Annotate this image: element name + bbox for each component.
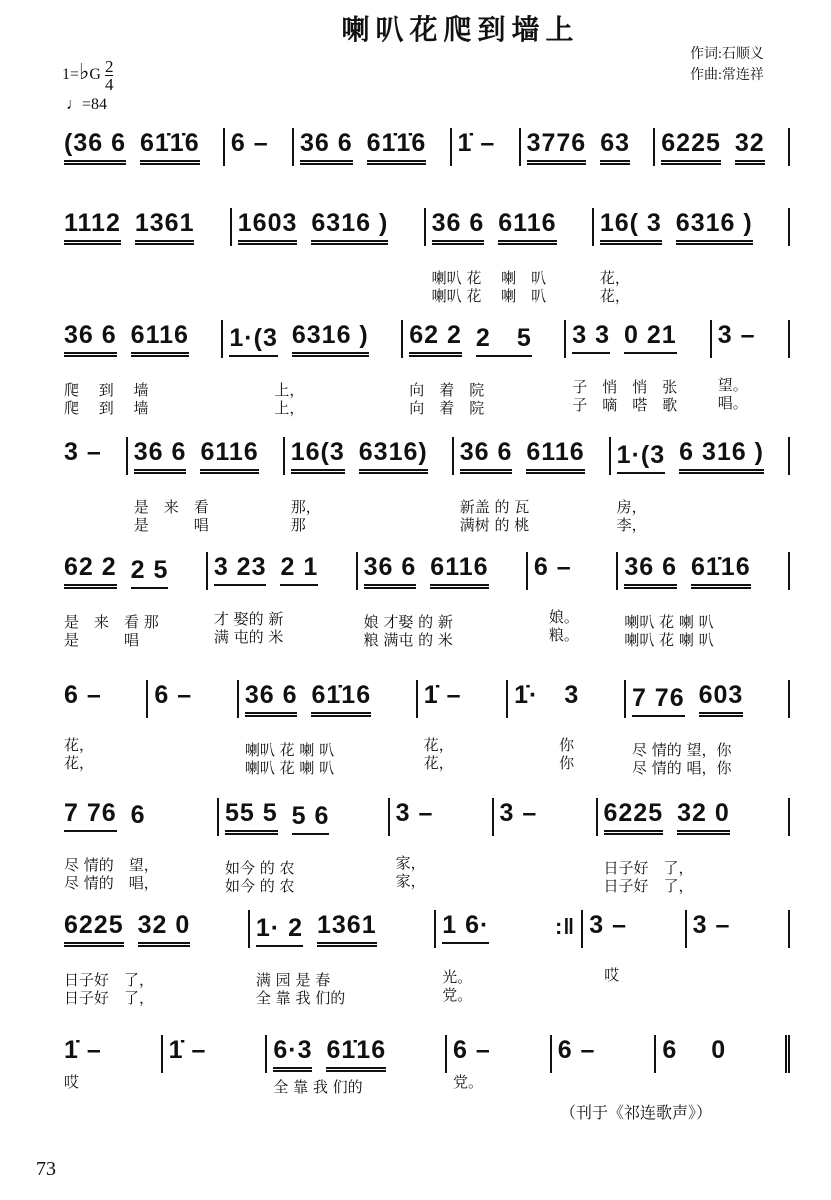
note-group: 6·3	[273, 1035, 312, 1072]
lyric-verse-2: 满 屯的 米	[213, 628, 284, 646]
measure	[564, 320, 710, 414]
note-group: 3 –	[692, 911, 731, 939]
note-group: 61̇1̇6	[367, 128, 427, 165]
measure	[654, 1035, 785, 1073]
lyric-verse-2: 喇叭 花 喇 叭	[431, 287, 547, 305]
time-signature	[105, 58, 114, 93]
measure	[58, 320, 221, 417]
note-group: 36 6	[432, 208, 485, 245]
note-group: 6	[130, 801, 146, 829]
measure	[217, 798, 388, 895]
note-group: 32	[735, 128, 765, 165]
lyric-verse-2: 满树 的 桃	[459, 516, 530, 534]
note-group: 61̇16	[311, 680, 371, 717]
score-system	[58, 680, 790, 777]
lyric-verse-2: 全 靠 我 们的	[255, 989, 346, 1007]
lyric-verse-1: 家，	[395, 854, 426, 872]
score-system	[58, 437, 790, 534]
measure	[450, 128, 519, 166]
tempo-mark	[66, 96, 107, 114]
note-group: 16( 3	[600, 208, 662, 245]
measure	[356, 552, 526, 649]
staff-line	[58, 680, 790, 777]
lyric-verse-1: 满 园 是 春	[255, 971, 331, 989]
measure	[58, 680, 146, 772]
lyric-verse-2: 哎	[589, 966, 620, 984]
key-signature	[62, 58, 113, 93]
composer: 作曲:常连祥	[690, 68, 764, 83]
note-group: 2 1	[280, 552, 318, 586]
note-group: 1361	[317, 910, 377, 947]
note-group: 6 –	[453, 1036, 491, 1064]
lyric-verse-2: 子 嘀 嗒 歌	[572, 396, 678, 414]
time-denominator: 4	[104, 75, 114, 94]
note-group: 6 –	[154, 681, 193, 709]
lyric-verse-1: 如今 的 农	[224, 859, 295, 877]
measure	[550, 1035, 655, 1073]
lyric-verse-1: 爬 到 墙	[64, 381, 149, 399]
lyric-verse-1: 那，	[290, 498, 321, 516]
measure	[506, 680, 624, 772]
note-group: 61̇16	[326, 1035, 386, 1072]
note-group: 6 –	[64, 681, 102, 709]
note-group: 7 76	[64, 798, 117, 832]
lyric-verse-2: 花，	[64, 754, 95, 772]
note-group: 6316 )	[311, 208, 388, 245]
note-group: 6 0	[662, 1036, 727, 1064]
lyric-verse-2: 是 唱	[64, 631, 140, 649]
measure	[401, 320, 564, 417]
score-system	[58, 320, 790, 417]
measure	[526, 552, 616, 644]
note-group: 6 –	[230, 129, 269, 157]
measure	[519, 128, 654, 166]
staff-line	[58, 798, 790, 895]
note-group: 7 76	[632, 683, 685, 717]
note-group: 1·(3	[617, 440, 665, 474]
note-group: 3 23	[214, 552, 267, 586]
note-group: 6316 )	[676, 208, 753, 245]
note-group: 6 –	[557, 1036, 596, 1064]
note-group: 6225	[64, 910, 124, 947]
note-group: 603	[699, 680, 744, 717]
lyric-verse-1: 是 来 看	[133, 498, 209, 516]
measure	[653, 128, 788, 166]
note-group: 1 6·	[442, 910, 489, 944]
note-group: 63	[600, 128, 630, 165]
measure	[206, 552, 356, 646]
source-note: （刊于《祁连歌声》）	[560, 1103, 713, 1122]
lyric-verse-1: 日子好 了，	[64, 971, 155, 989]
note-group: 2 5	[131, 555, 169, 589]
measure	[58, 128, 223, 166]
lyric-verse-2: 花，	[599, 287, 630, 305]
lyric-verse-2: 家，	[395, 872, 426, 890]
lyric-verse-1: 喇叭 花 喇 叭	[244, 741, 335, 759]
measure	[223, 128, 292, 166]
lyric-verse-1: 子 悄 悄 张	[572, 378, 678, 396]
lyric-verse-2: 日子好 了，	[603, 877, 694, 895]
measure	[434, 910, 581, 1004]
note-group: 36 6	[134, 437, 187, 474]
note-group: 36 6	[64, 320, 117, 357]
note-group: 6116	[526, 437, 584, 474]
staff-line	[58, 320, 790, 417]
lyric-verse-2: 粮。	[533, 626, 579, 644]
lyric-verse-2: 爬 到 墙	[64, 399, 149, 417]
lyricist: 作词:石顺义	[690, 47, 764, 62]
lyric-verse-1: 是 来 看 那	[64, 613, 159, 631]
flat-icon: ♭	[79, 59, 90, 85]
measure	[58, 1035, 161, 1091]
note-group: 1̇ –	[457, 129, 496, 157]
lyric-verse-2: 喇叭 花 喇 叭	[624, 631, 714, 649]
lyric-verse-1: 望。	[717, 376, 748, 394]
lyric-verse-2: 党。	[442, 986, 473, 1004]
lyric-verse-2: 日子好 了，	[64, 989, 155, 1007]
note-group: 1̇ –	[423, 681, 462, 709]
lyric-verse-2: 你	[514, 754, 575, 772]
measure	[265, 1035, 445, 1096]
staff-line	[58, 437, 790, 534]
note-group: 6116	[498, 208, 556, 245]
note-group: 5 6	[292, 801, 330, 835]
lyric-verse-2: 唱。	[717, 394, 748, 412]
lyric-verse-2: 上，	[229, 399, 305, 417]
note-group: 6225	[661, 128, 721, 165]
note-group: 55 5	[225, 798, 278, 835]
lyric-verse-1: 光。	[442, 968, 473, 986]
note-group: 6 –	[533, 553, 572, 581]
note-group: 3 –	[499, 799, 538, 827]
staff-line	[58, 128, 790, 166]
note-group: 3 3	[572, 320, 610, 354]
lyric-verse-2: 那	[290, 516, 306, 534]
note-group: 1̇ –	[64, 1036, 102, 1064]
lyric-verse-2: 粮 满屯 的 米	[363, 631, 453, 649]
note-group: 3 –	[717, 321, 756, 349]
measure	[283, 437, 452, 534]
note-group: 3776	[527, 128, 587, 165]
note-group: 1· 2	[256, 913, 303, 947]
score-system	[58, 798, 790, 895]
lyric-verse-1: 娘。	[533, 608, 579, 626]
song-title: 喇叭花爬到墙上	[341, 13, 580, 46]
measure	[388, 798, 492, 890]
measure	[230, 208, 424, 246]
lyric-verse-2: 花，	[423, 754, 454, 772]
lyric-verse-2: 是 唱	[133, 516, 209, 534]
tempo-value: =84	[82, 96, 108, 113]
note-group: 36 6	[460, 437, 513, 474]
lyric-verse-1: 娘 才娶 的 新	[363, 613, 453, 631]
note-group: 16(3	[291, 437, 345, 474]
score-system	[58, 552, 790, 649]
measure	[624, 680, 788, 777]
measure	[58, 798, 217, 892]
note-group: 6 316 )	[679, 437, 764, 474]
measure	[292, 128, 450, 166]
note-group: 3 –	[64, 438, 102, 466]
key-note: G	[89, 66, 101, 84]
lyric-verse-1: 才 娶的 新	[213, 610, 284, 628]
lyric-verse-1: 尽 情的 望，你	[631, 741, 732, 759]
measure	[146, 680, 236, 718]
lyric-verse-2: 李，	[616, 516, 647, 534]
note-group: 1361	[135, 208, 195, 245]
score-system	[58, 208, 790, 305]
lyric-verse-1: 哎	[64, 1073, 80, 1091]
note-group: 62 2	[409, 320, 462, 357]
lyric-verse-1: 喇叭 花 喇 叭	[431, 269, 547, 287]
score-system	[58, 1035, 790, 1096]
key-prefix: 1=	[62, 66, 80, 84]
measure	[237, 680, 416, 777]
measure	[58, 437, 126, 475]
measure	[248, 910, 434, 1007]
lyric-verse-2: 尽 情的 唱，你	[631, 759, 732, 777]
note-group: 3 –	[589, 911, 627, 939]
page-number: 73	[36, 1158, 56, 1180]
note-group: 1603	[238, 208, 298, 245]
lyric-verse-1: 花，	[599, 269, 630, 287]
note-group: 36 6	[245, 680, 298, 717]
repeat-end-barline: :‖	[554, 914, 576, 939]
note-group: 36 6	[300, 128, 353, 165]
measure	[424, 208, 592, 305]
lyric-verse-1: 房，	[616, 498, 647, 516]
note-group: 6316)	[359, 437, 428, 474]
note-group: 6116	[131, 320, 189, 357]
measure	[492, 798, 596, 836]
staff-line	[58, 552, 790, 649]
lyric-verse-2: 喇叭 花 喇 叭	[244, 759, 335, 777]
quarter-note-icon: ♩	[66, 96, 82, 113]
lyric-verse-1: 向 着 院	[409, 381, 485, 399]
note-group: 6116	[430, 552, 488, 589]
note-group: 0 21	[624, 320, 677, 354]
measure	[710, 320, 788, 412]
lyric-verse-1: 你	[514, 736, 575, 754]
measure	[58, 208, 230, 246]
score-system	[58, 128, 790, 166]
lyric-verse-1: 喇叭 花 喇 叭	[624, 613, 714, 631]
note-group: 1·(3	[229, 323, 277, 357]
measure	[592, 208, 788, 305]
lyric-verse-1: 新盖 的 瓦	[459, 498, 530, 516]
measure	[416, 680, 506, 772]
staff-line	[58, 208, 790, 305]
measure	[161, 1035, 266, 1073]
note-group: 36 6	[624, 552, 677, 589]
staff-line	[58, 1035, 790, 1096]
time-numerator: 2	[104, 57, 114, 76]
lyric-verse-1: 上，	[229, 381, 305, 399]
lyric-verse-1: 花，	[64, 736, 95, 754]
lyric-verse-1: 花，	[423, 736, 454, 754]
measure	[58, 552, 206, 649]
lyric-verse-2: 如今 的 农	[224, 877, 295, 895]
note-group: 1̇ –	[168, 1036, 207, 1064]
note-group: 36 6	[364, 552, 417, 589]
measure	[609, 437, 788, 534]
note-group: 1̇· 3	[514, 681, 580, 709]
note-group: 2 5	[476, 323, 532, 357]
score-system	[58, 910, 790, 1007]
measure	[685, 910, 788, 948]
lyric-verse-2: 向 着 院	[409, 399, 485, 417]
lyric-verse-2: 尽 情的 唱，	[64, 874, 159, 892]
note-group: 6116	[200, 437, 258, 474]
note-group: 32 0	[138, 910, 191, 947]
note-group: 61̇1̇6	[140, 128, 200, 165]
credits	[690, 44, 764, 86]
measure	[445, 1035, 550, 1091]
measure	[58, 910, 248, 1007]
measure	[452, 437, 609, 534]
staff-line	[58, 910, 790, 1007]
note-group: 6316 )	[292, 320, 369, 357]
measure	[581, 910, 684, 984]
note-group: 62 2	[64, 552, 117, 589]
note-group: (36 6	[64, 128, 126, 165]
measure	[126, 437, 283, 534]
measure	[221, 320, 401, 417]
measure	[616, 552, 788, 649]
lyric-verse-1: 日子好 了，	[603, 859, 694, 877]
note-group: 1112	[64, 208, 121, 245]
lyric-verse-1: 党。	[453, 1073, 484, 1091]
note-group: 32 0	[677, 798, 730, 835]
note-group: 61̇16	[691, 552, 751, 589]
note-group: 6225	[604, 798, 664, 835]
lyric-verse-1: 尽 情的 望，	[64, 856, 159, 874]
note-group: 3 –	[395, 799, 434, 827]
lyric-verse-1: 全 靠 我 们的	[273, 1078, 363, 1096]
measure	[596, 798, 788, 895]
